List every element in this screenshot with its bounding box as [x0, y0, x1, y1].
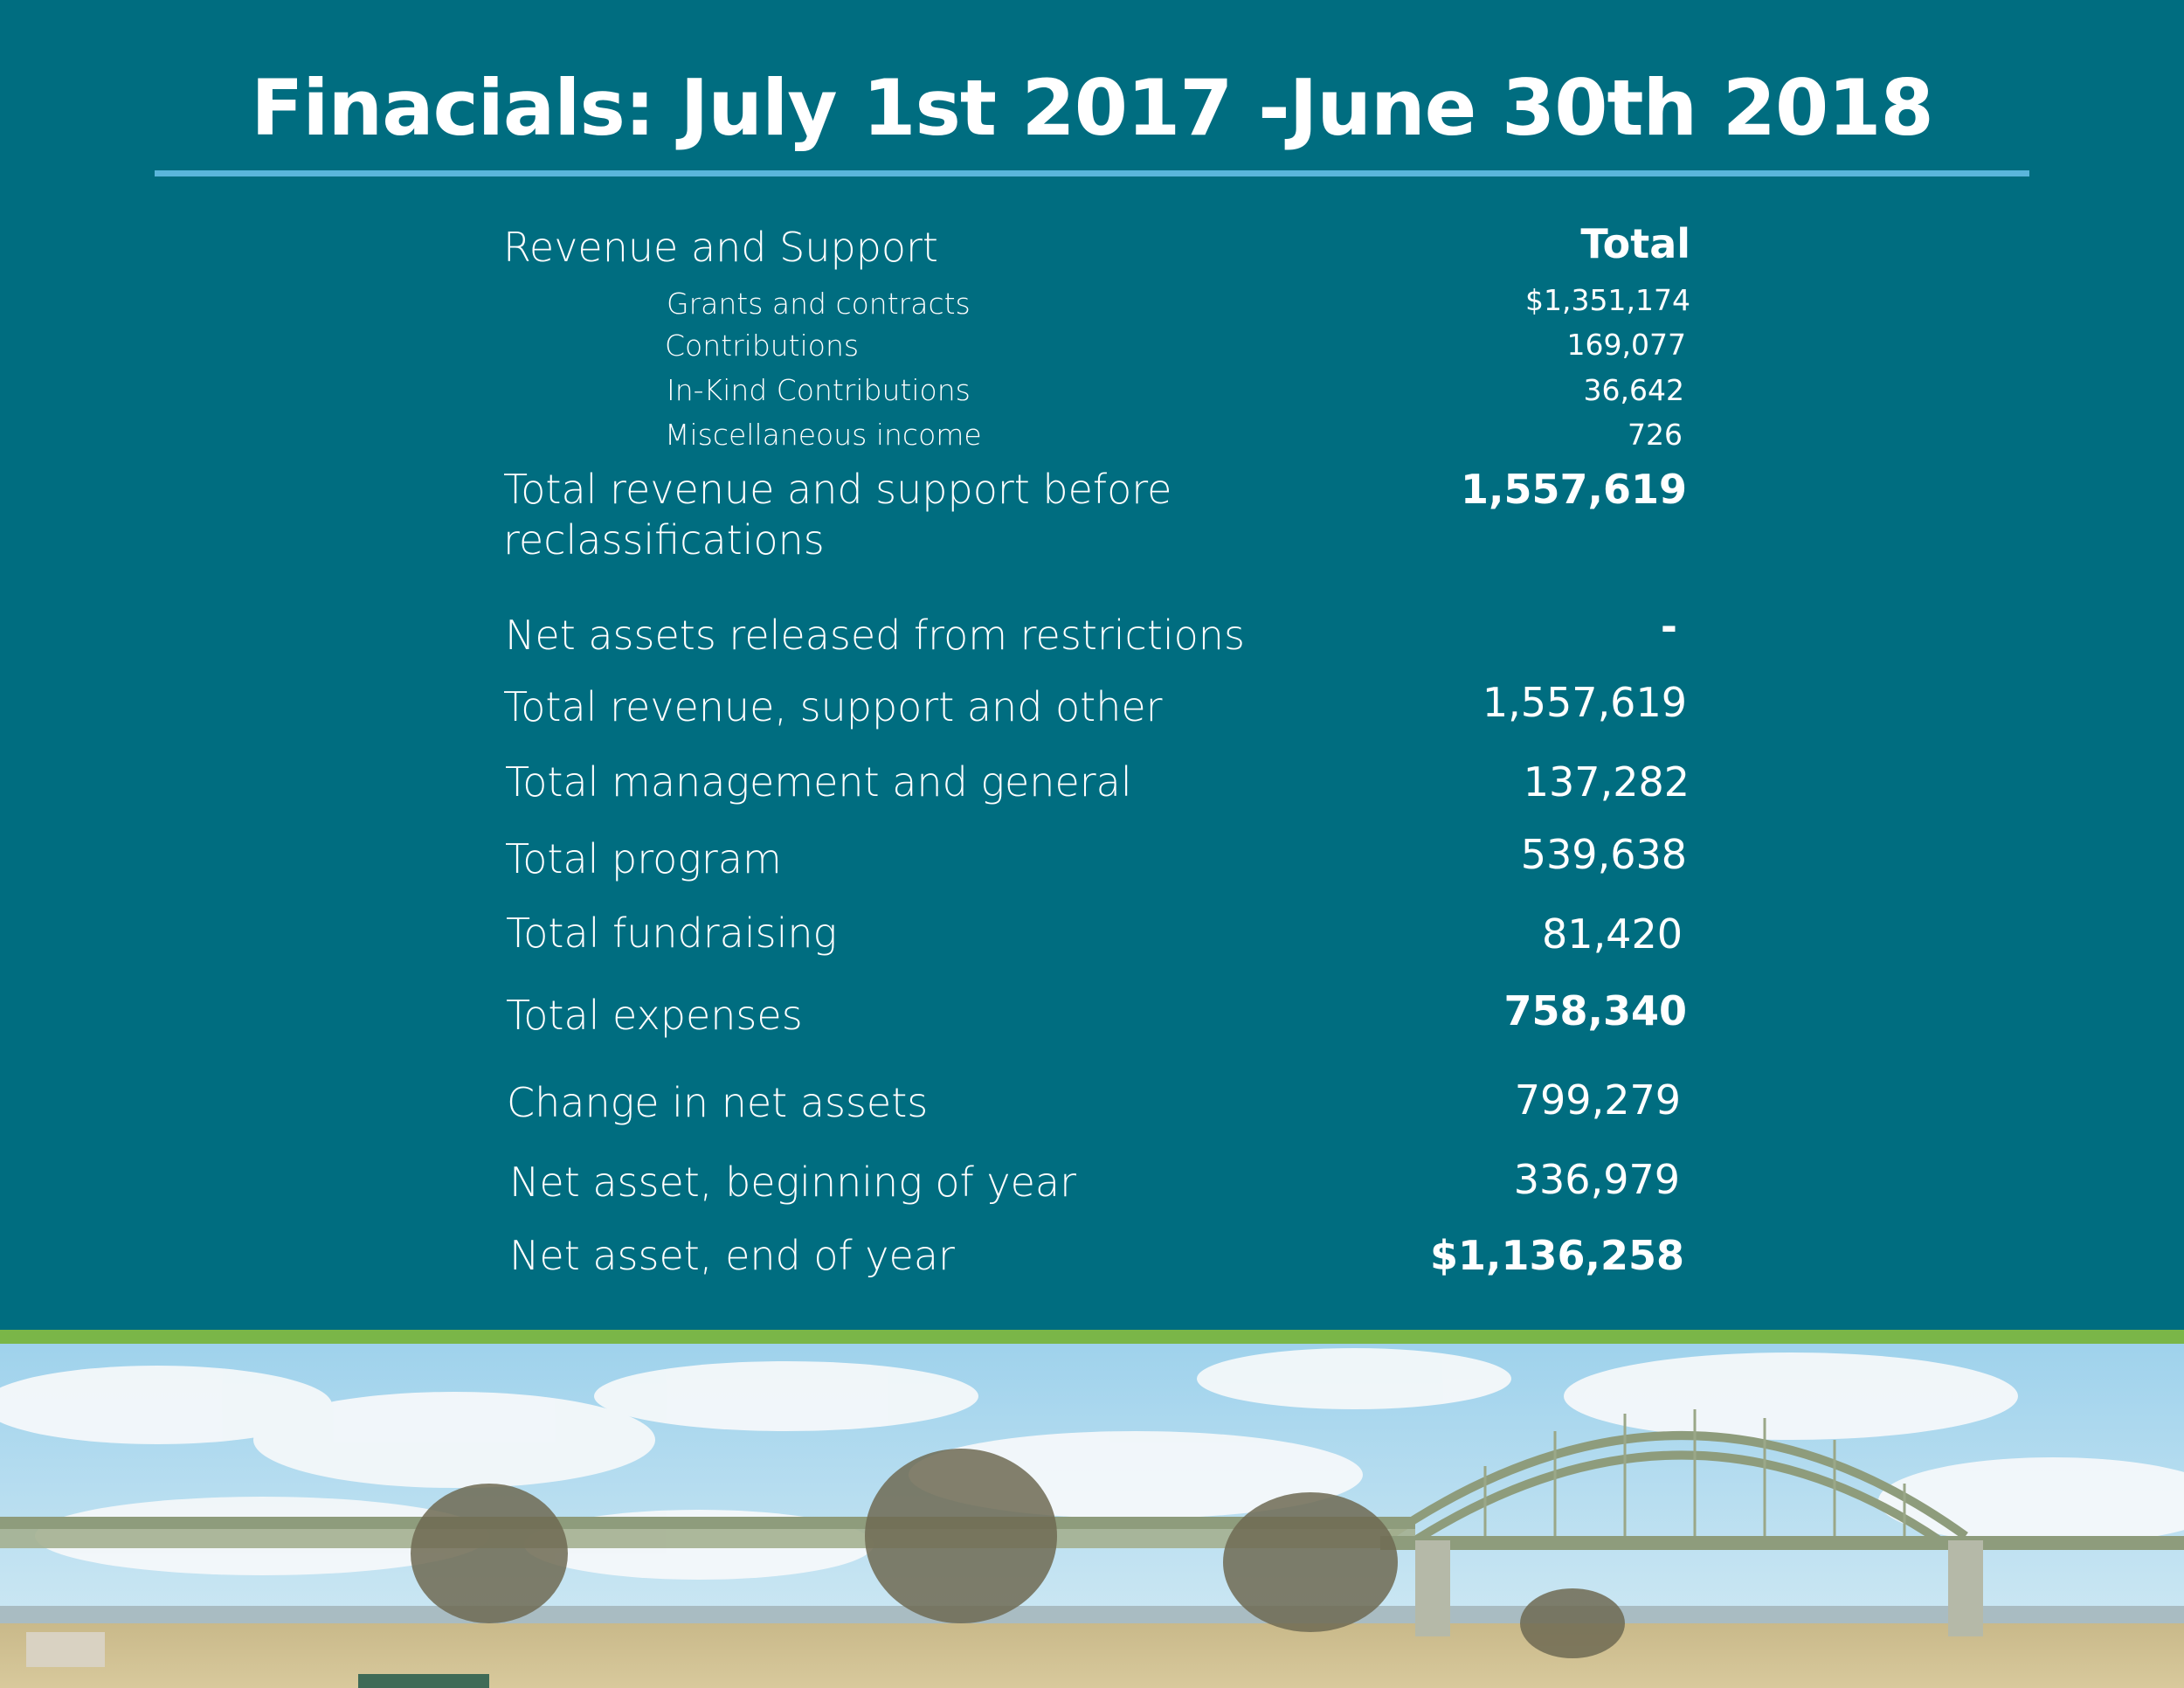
row-label-net-asset-beginning: Net asset, beginning of year: [509, 1159, 1077, 1206]
revenue-item-value: $1,351,174: [1525, 283, 1690, 317]
row-value-total-fundraising: 81,420: [1542, 910, 1683, 958]
revenue-item-label: Miscellaneous income: [665, 418, 982, 452]
row-label-total-expenses: Total expenses: [506, 992, 803, 1039]
row-value-total-management-general: 137,282: [1523, 758, 1690, 806]
title-divider: [155, 170, 2029, 176]
total-before-label-line2: reclassifications: [503, 516, 825, 564]
revenue-item-value: 36,642: [1583, 373, 1684, 407]
revenue-item-label: In-Kind Contributions: [667, 373, 971, 407]
row-label-total-revenue-support-other: Total revenue, support and other: [503, 683, 1163, 730]
revenue-item-label: Contributions: [665, 329, 860, 363]
row-value-total-expenses: 758,340: [1503, 987, 1687, 1034]
total-before-label-line1: Total revenue and support before: [503, 466, 1172, 513]
row-value-total-program: 539,638: [1520, 831, 1687, 878]
revenue-item-value: 726: [1628, 418, 1683, 452]
row-label-net-asset-end: Net asset, end of year: [509, 1232, 955, 1279]
row-value-net-asset-end: $1,136,258: [1429, 1232, 1684, 1279]
revenue-item-value: 169,077: [1566, 328, 1686, 362]
row-value-total-revenue-support-other: 1,557,619: [1482, 679, 1687, 726]
section-label-revenue: Revenue and Support: [503, 224, 938, 271]
row-value-change-in-net-assets: 799,279: [1514, 1076, 1681, 1124]
green-divider-band: [0, 1330, 2184, 1344]
row-label-change-in-net-assets: Change in net assets: [507, 1079, 929, 1126]
row-label-total-management-general: Total management and general: [505, 758, 1132, 806]
row-label-net-assets-released: Net assets released from restrictions: [505, 612, 1245, 659]
total-before-value: 1,557,619: [1461, 466, 1687, 513]
column-header-total: Total: [1580, 220, 1690, 267]
revenue-item-label: Grants and contracts: [667, 287, 971, 321]
page-title: Finacials: July 1st 2017 -June 30th 2018: [251, 63, 1933, 153]
row-value-net-assets-released: -: [1660, 603, 1677, 650]
row-label-total-program: Total program: [505, 835, 782, 882]
row-value-net-asset-beginning: 336,979: [1513, 1156, 1680, 1203]
row-label-total-fundraising: Total fundraising: [506, 910, 838, 957]
bridge-photo: [0, 1344, 2184, 1688]
